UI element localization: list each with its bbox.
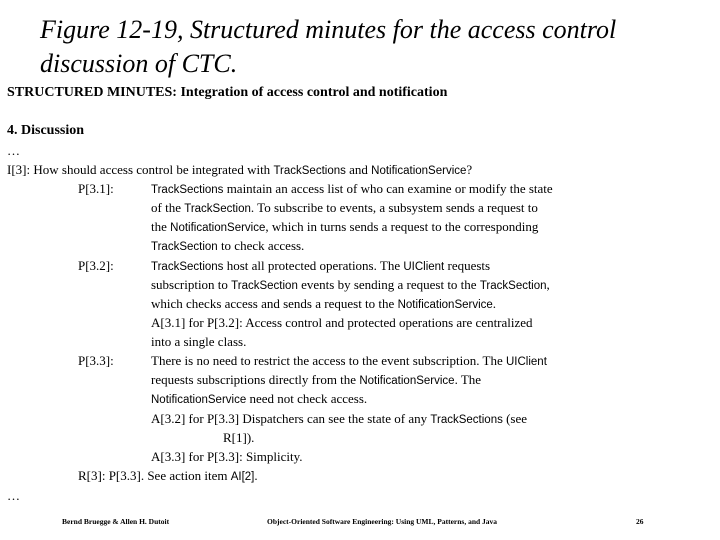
minutes-heading: STRUCTURED MINUTES: Integration of access control and notification xyxy=(7,85,448,100)
proposal-3-3-line: NotificationService need not check access. xyxy=(151,391,368,406)
proposal-3-1-line: TrackSection to check access. xyxy=(151,238,305,253)
argument-3-1: A[3.1] for P[3.2]: Access control and protected operations are centralized xyxy=(151,315,533,330)
section-heading: 4. Discussion xyxy=(7,123,85,138)
proposal-3-1-line: the NotificationService, which in turns sends a request to the corresponding xyxy=(151,219,539,234)
proposal-3-2-line: which checks access and sends a request to the NotificationService. xyxy=(151,296,497,311)
proposal-3-3-line: requests subscriptions directly from the NotificationService. The xyxy=(151,372,482,387)
proposal-3-3-line: There is no need to restrict the access to the event subscription. The UIClient xyxy=(151,353,547,368)
proposal-3-2-line: subscription to TrackSection events by sending a request to the TrackSection, xyxy=(151,277,550,292)
proposal-label-3-1: P[3.1]: xyxy=(78,181,114,196)
slide-title: Figure 12-19, Structured minutes for the access control discussion of CTC. xyxy=(40,15,617,78)
proposal-label-3-2: P[3.2]: xyxy=(78,258,114,273)
footer-book-title: Object-Oriented Software Engineering: Using UML, Patterns, and Java xyxy=(267,517,498,526)
proposal-3-1-line: TrackSections maintain an access list of who can examine or modify the state xyxy=(151,181,553,196)
resolution-line: R[3]: P[3.3]. See action item AI[2]. xyxy=(78,468,258,483)
proposal-label-3-3: P[3.3]: xyxy=(78,353,114,368)
argument-3-2: A[3.2] for P[3.3] Dispatchers can see the state of any TrackSections (see xyxy=(151,411,528,426)
proposal-3-2-line: TrackSections host all protected operations. The UIClient requests xyxy=(151,258,491,273)
ellipsis-bottom: … xyxy=(7,488,20,503)
proposal-3-1-line: of the TrackSection. To subscribe to events, a subsystem sends a request to xyxy=(151,200,538,215)
argument-3-1-cont: into a single class. xyxy=(151,334,247,349)
argument-3-3: A[3.3] for P[3.3]: Simplicity. xyxy=(151,449,303,464)
issue-label: I[3]: xyxy=(7,162,31,177)
footer-page-number: 26 xyxy=(636,517,644,526)
ellipsis-top: … xyxy=(7,143,20,158)
footer-authors: Bernd Bruegge & Allen H. Dutoit xyxy=(62,517,170,526)
issue-line: I[3]: How should access control be integrated with TrackSections and NotificationService? xyxy=(7,162,473,177)
argument-3-2-cont: R[1]). xyxy=(223,430,255,445)
